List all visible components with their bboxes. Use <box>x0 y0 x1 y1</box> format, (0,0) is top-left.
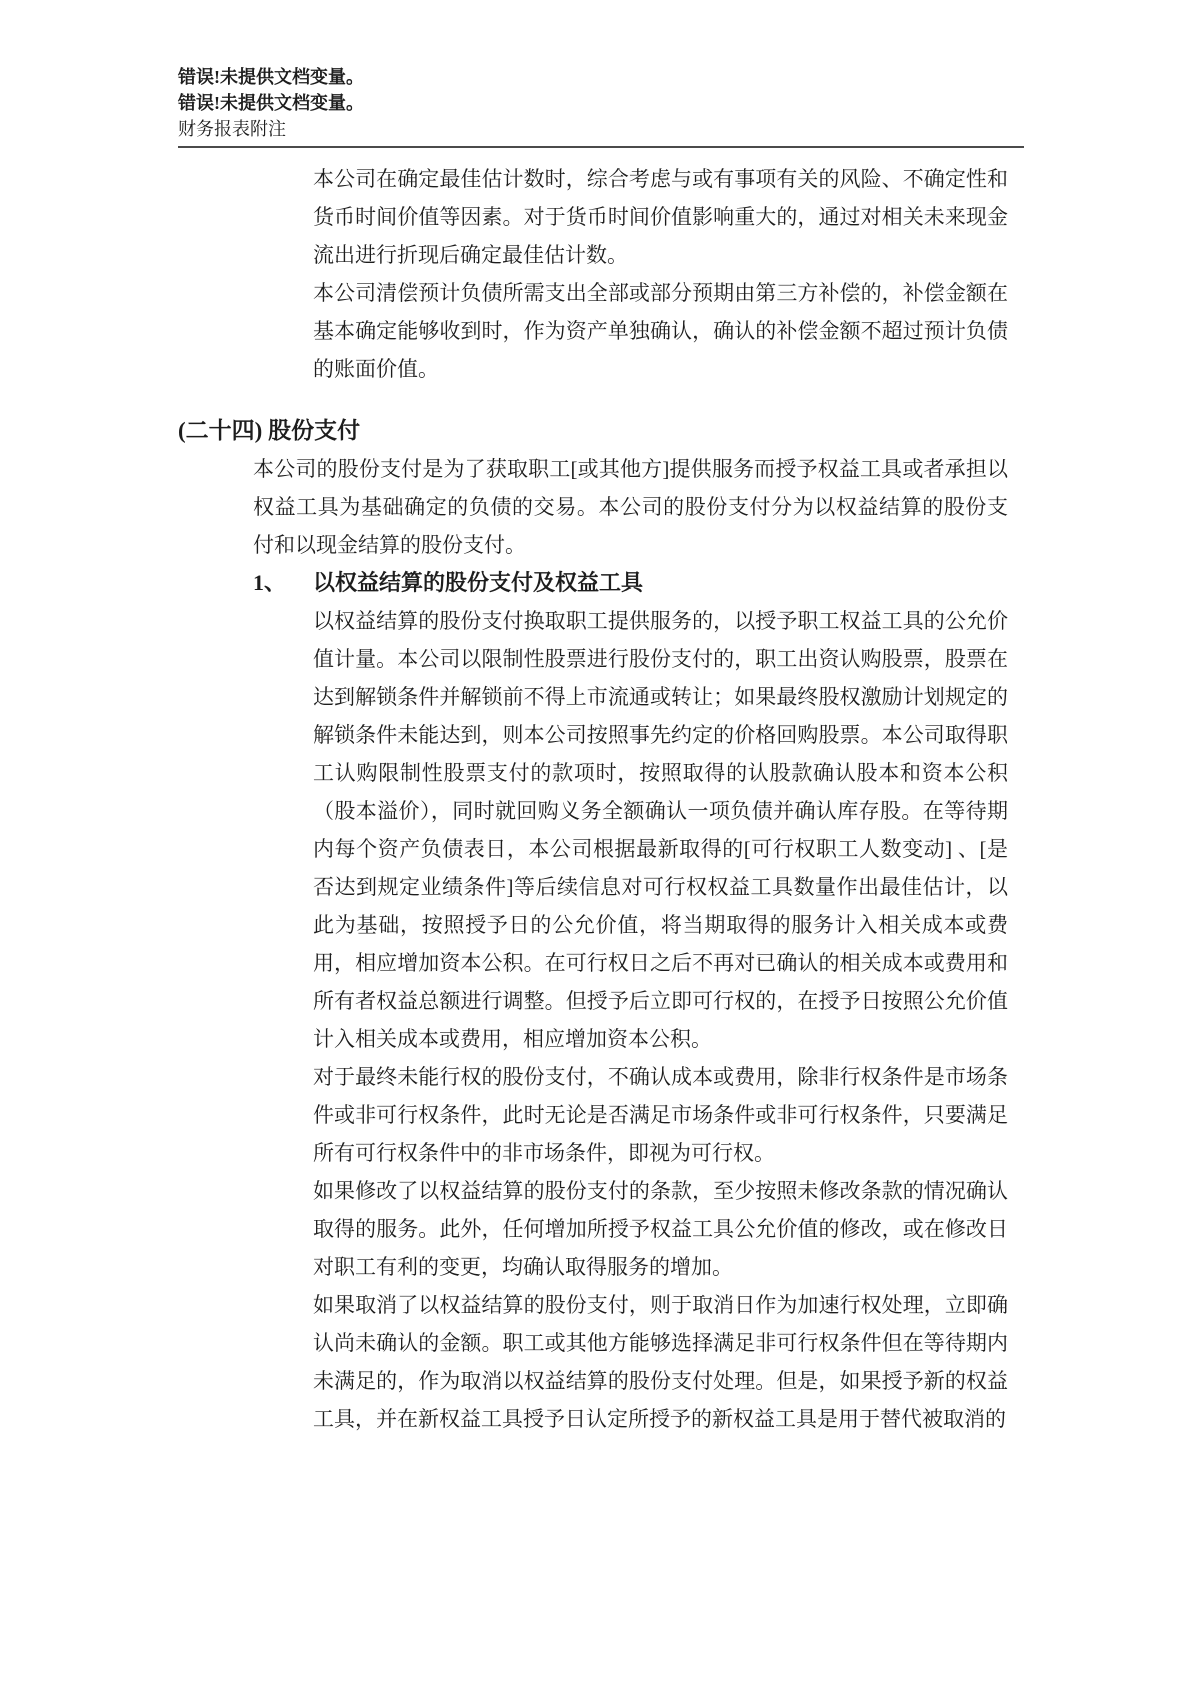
paragraph-cancellation: 如果取消了以权益结算的股份支付，则于取消日作为加速行权处理，立即确认尚未确认的金额。职工或其他方能够选择满足非可行权条件但在等待期内未满足的，作为取消以权益结算的股份支付处理。但是，如果授予新的权益工具，并在新权益工具授予日认定所授予的新权益工具是用于替代被取消的 <box>313 1293 1008 1431</box>
paragraph-modification: 如果修改了以权益结算的股份支付的条款，至少按照未修改条款的情况确认取得的服务。此外，任何增加所授予权益工具公允价值的修改，或在修改日对职工有利的变更，均确认取得服务的增加。 <box>313 1179 1008 1279</box>
paragraph-non-vesting: 对于最终未能行权的股份支付，不确认成本或费用，除非行权条件是市场条件或非可行权条件，此时无论是否满足市场条件或非可行权条件，只要满足所有可行权条件中的非市场条件，即视为可行权。 <box>313 1065 1008 1165</box>
paragraph-equity-settled-measurement: 以权益结算的股份支付换取职工提供服务的，以授予职工权益工具的公允价值计量。本公司以限制性股票进行股份支付的，职工出资认购股票，股票在达到解锁条件并解锁前不得上市流通或转让；如果最终股权激励计划规定的解锁条件未能达到，则本公司按照事先约定的价格回购股票。本公司取得职工认购限制性股票支付的款项时，按照取得的认股款确认股本和资本公积（股本溢价），同时就回购义务全额确认一项负债并确认库存股。在等待期内每个资产负债表日，本公司根据最新取得的[可行权职工人数变动] 、[是否达到规定业绩条件]等后续信息对可行权权益工具数量作出最佳估计，以此为基础，按照授予日的公允价值，将当期取得的服务计入相关成本或费用，相应增加资本公积。在可行权日之后不再对已确认的相关成本或费用和所有者权益总额进行调整。但授予后立即可行权的，在授予日按照公允价值计入相关成本或费用，相应增加资本公积。 <box>313 609 1008 1051</box>
header-variable-line-1: 错误!未提供文档变量。 <box>178 67 364 87</box>
section-heading-share-based-payment: (二十四) 股份支付 <box>178 418 361 443</box>
subsection-number: 1、 <box>253 570 287 595</box>
paragraph-third-party-compensation: 本公司清偿预计负债所需支出全部或部分预期由第三方补偿的，补偿金额在基本确定能够收到时，作为资产单独确认，确认的补偿金额不超过预计负债的账面价值。 <box>313 281 1008 381</box>
subsection-heading-equity-settled <box>253 564 1200 602</box>
header-variable-line-2: 错误!未提供文档变量。 <box>178 93 364 113</box>
paragraph-best-estimate: 本公司在确定最佳估计数时，综合考虑与或有事项有关的风险、不确定性和货币时间价值等因素。对于货币时间价值影响重大的，通过对相关未来现金流出进行折现后确定最佳估计数。 <box>313 167 1008 267</box>
document-body <box>0 160 1200 1438</box>
header-title: 财务报表附注 <box>178 119 286 139</box>
document-header <box>178 64 1024 142</box>
header-divider <box>178 146 1024 148</box>
paragraph-section-intro: 本公司的股份支付是为了获取职工[或其他方]提供服务而授予权益工具或者承担以权益工具为基础确定的负债的交易。本公司的股份支付分为以权益结算的股份支付和以现金结算的股份支付。 <box>253 457 1008 557</box>
subsection-title: 以权益结算的股份支付及权益工具 <box>313 570 644 595</box>
